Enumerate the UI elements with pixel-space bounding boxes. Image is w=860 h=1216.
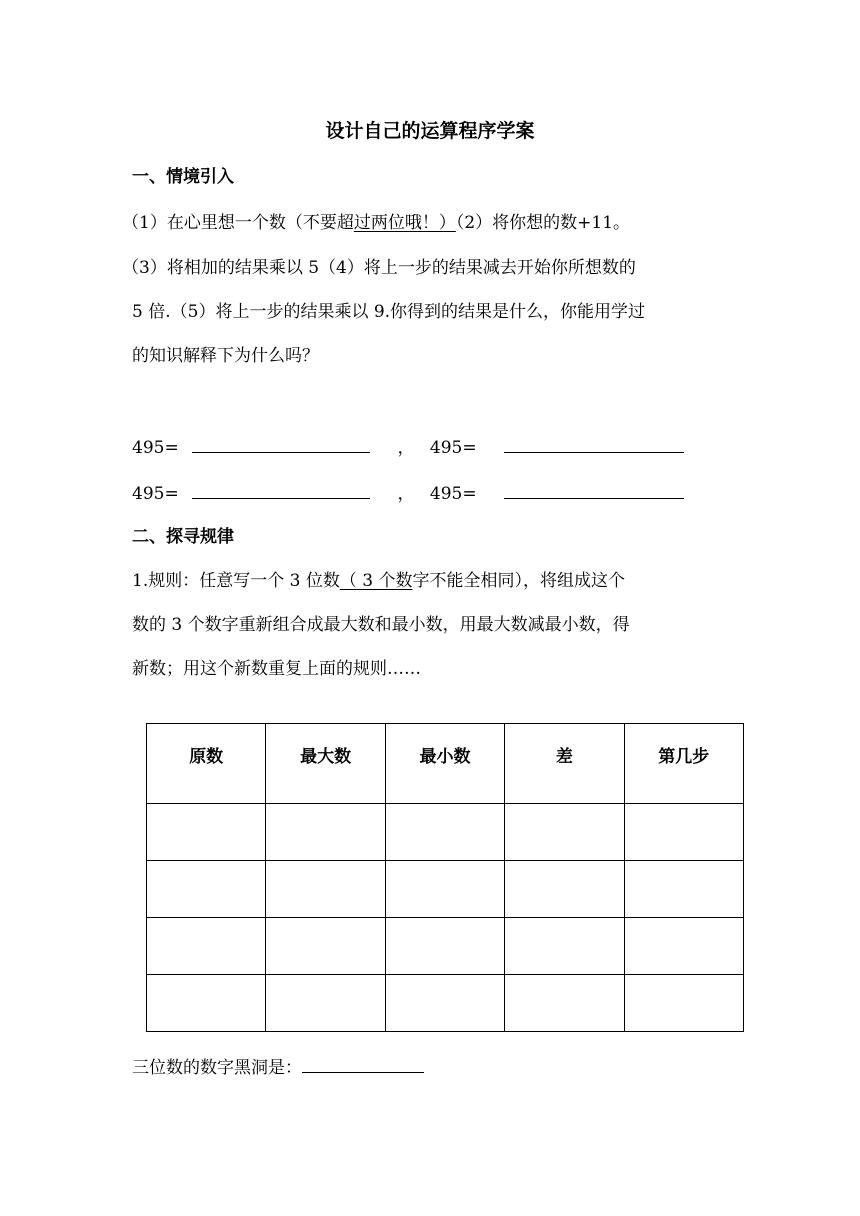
table-cell[interactable] — [147, 861, 266, 918]
answer-blank[interactable] — [504, 484, 684, 499]
table-row — [147, 975, 744, 1032]
kaprekar-table — [146, 723, 744, 1032]
blackhole-answer-blank[interactable] — [302, 1058, 424, 1073]
col-header-original: 原数 — [147, 724, 266, 804]
table-header-row — [147, 724, 744, 804]
answer-blank[interactable] — [192, 438, 370, 453]
table-cell[interactable] — [624, 918, 743, 975]
section-heading-intro: 一、情境引入 — [132, 167, 234, 187]
table-cell[interactable] — [624, 861, 743, 918]
table-cell[interactable] — [266, 918, 385, 975]
comma-separator: ， — [397, 438, 415, 458]
equation-label: 495= — [429, 438, 477, 458]
table-cell[interactable] — [505, 804, 624, 861]
equation-row-1 — [132, 433, 684, 458]
rule-text: 1.规则：任意写一个 3 位数 — [132, 571, 340, 591]
intro-line-1 — [122, 208, 630, 233]
table-cell[interactable] — [505, 975, 624, 1032]
table-cell[interactable] — [624, 804, 743, 861]
intro-step-2: （2）将你想的数+11。 — [455, 213, 631, 233]
intro-line-3: 5 倍.（5）将上一步的结果乘以 9.你得到的结果是什么，你能用学过 — [132, 302, 646, 322]
rule-underlined-note: （ 3 个数 — [339, 571, 413, 591]
answer-blank[interactable] — [504, 438, 684, 453]
blackhole-label: 三位数的数字黑洞是： — [132, 1058, 302, 1078]
table-cell[interactable] — [624, 975, 743, 1032]
col-header-max: 最大数 — [266, 724, 385, 804]
table-cell[interactable] — [505, 861, 624, 918]
col-header-min: 最小数 — [385, 724, 504, 804]
table-cell[interactable] — [147, 804, 266, 861]
rule-text-cont: 字不能全相同），将组成这个 — [412, 571, 625, 591]
intro-step-1: （1）在心里想一个数（不要超 — [122, 213, 354, 233]
table-cell[interactable] — [266, 975, 385, 1032]
table-cell[interactable] — [266, 861, 385, 918]
intro-line-2: （3）将相加的结果乘以 5（4）将上一步的结果减去开始你所想数的 — [122, 258, 636, 278]
table-row — [147, 918, 744, 975]
rule-line-2: 数的 3 个数字重新组合成最大数和最小数，用最大数减最小数，得 — [132, 615, 630, 635]
rule-line-1 — [132, 566, 625, 591]
blackhole-line — [132, 1053, 424, 1078]
answer-blank[interactable] — [192, 484, 370, 499]
page-title: 设计自己的运算程序学案 — [325, 120, 535, 142]
col-header-diff: 差 — [505, 724, 624, 804]
table-cell[interactable] — [505, 918, 624, 975]
col-header-step: 第几步 — [624, 724, 743, 804]
rule-line-3: 新数；用这个新数重复上面的规则…… — [132, 659, 421, 679]
table-cell[interactable] — [385, 861, 504, 918]
equation-label: 495= — [132, 438, 179, 458]
table-cell[interactable] — [147, 918, 266, 975]
comma-separator: ， — [397, 484, 415, 504]
table-row — [147, 861, 744, 918]
section-heading-rules: 二、探寻规律 — [132, 527, 234, 547]
table-cell[interactable] — [147, 975, 266, 1032]
table-cell[interactable] — [385, 918, 504, 975]
intro-underlined-note: 过两位哦！） — [353, 213, 456, 233]
equation-row-2 — [132, 479, 684, 504]
table-cell[interactable] — [385, 804, 504, 861]
table-row — [147, 804, 744, 861]
equation-label: 495= — [132, 484, 179, 504]
table-cell[interactable] — [266, 804, 385, 861]
equation-label: 495= — [429, 484, 477, 504]
table-cell[interactable] — [385, 975, 504, 1032]
intro-line-4: 的知识解释下为什么吗？ — [132, 346, 319, 366]
